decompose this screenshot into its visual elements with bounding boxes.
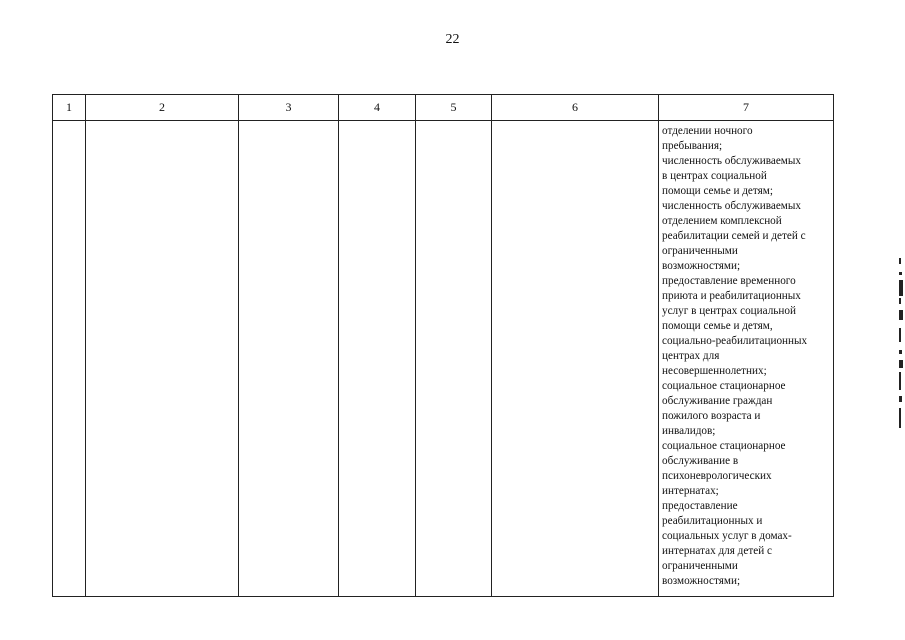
column-header-4: 4 bbox=[339, 95, 416, 121]
page-number: 22 bbox=[445, 32, 460, 47]
table-cell-2 bbox=[86, 121, 239, 597]
column-header-2: 2 bbox=[86, 95, 239, 121]
table-cell-6 bbox=[492, 121, 659, 597]
column-header-7: 7 bbox=[659, 95, 834, 121]
column-header-1: 1 bbox=[53, 95, 86, 121]
column-header-3: 3 bbox=[239, 95, 339, 121]
table-cell-3 bbox=[239, 121, 339, 597]
column-header-6: 6 bbox=[492, 95, 659, 121]
document-table bbox=[52, 94, 834, 597]
table-cell-5 bbox=[416, 121, 492, 597]
column-header-5: 5 bbox=[416, 95, 492, 121]
table-cell-4 bbox=[339, 121, 416, 597]
table-row bbox=[53, 121, 834, 597]
table-header-row bbox=[53, 95, 834, 121]
table-cell-1 bbox=[53, 121, 86, 597]
scan-edge-mark bbox=[899, 258, 903, 428]
table-cell-7-services-text: отделении ночного пребывания; численность обслуживаемых в центрах социальной помощи семье и детям; численность обслуживаемых отделением комплексной реабилитации семей и детей с ограниченными возможностями; предоставление временного приюта и реабилитационных услуг в центрах социальной помощи семье и детям, социально-реабилитационных центрах для несовершеннолетних; социальное стационарное обслуживание граждан пожилого возраста и инвалидов; социальное стационарное обслуживание в психоневрологических интернатах; предоставление реабилитационных и социальных услуг в домах- интернатах для детей с ограниченными возможностями; bbox=[659, 121, 834, 597]
